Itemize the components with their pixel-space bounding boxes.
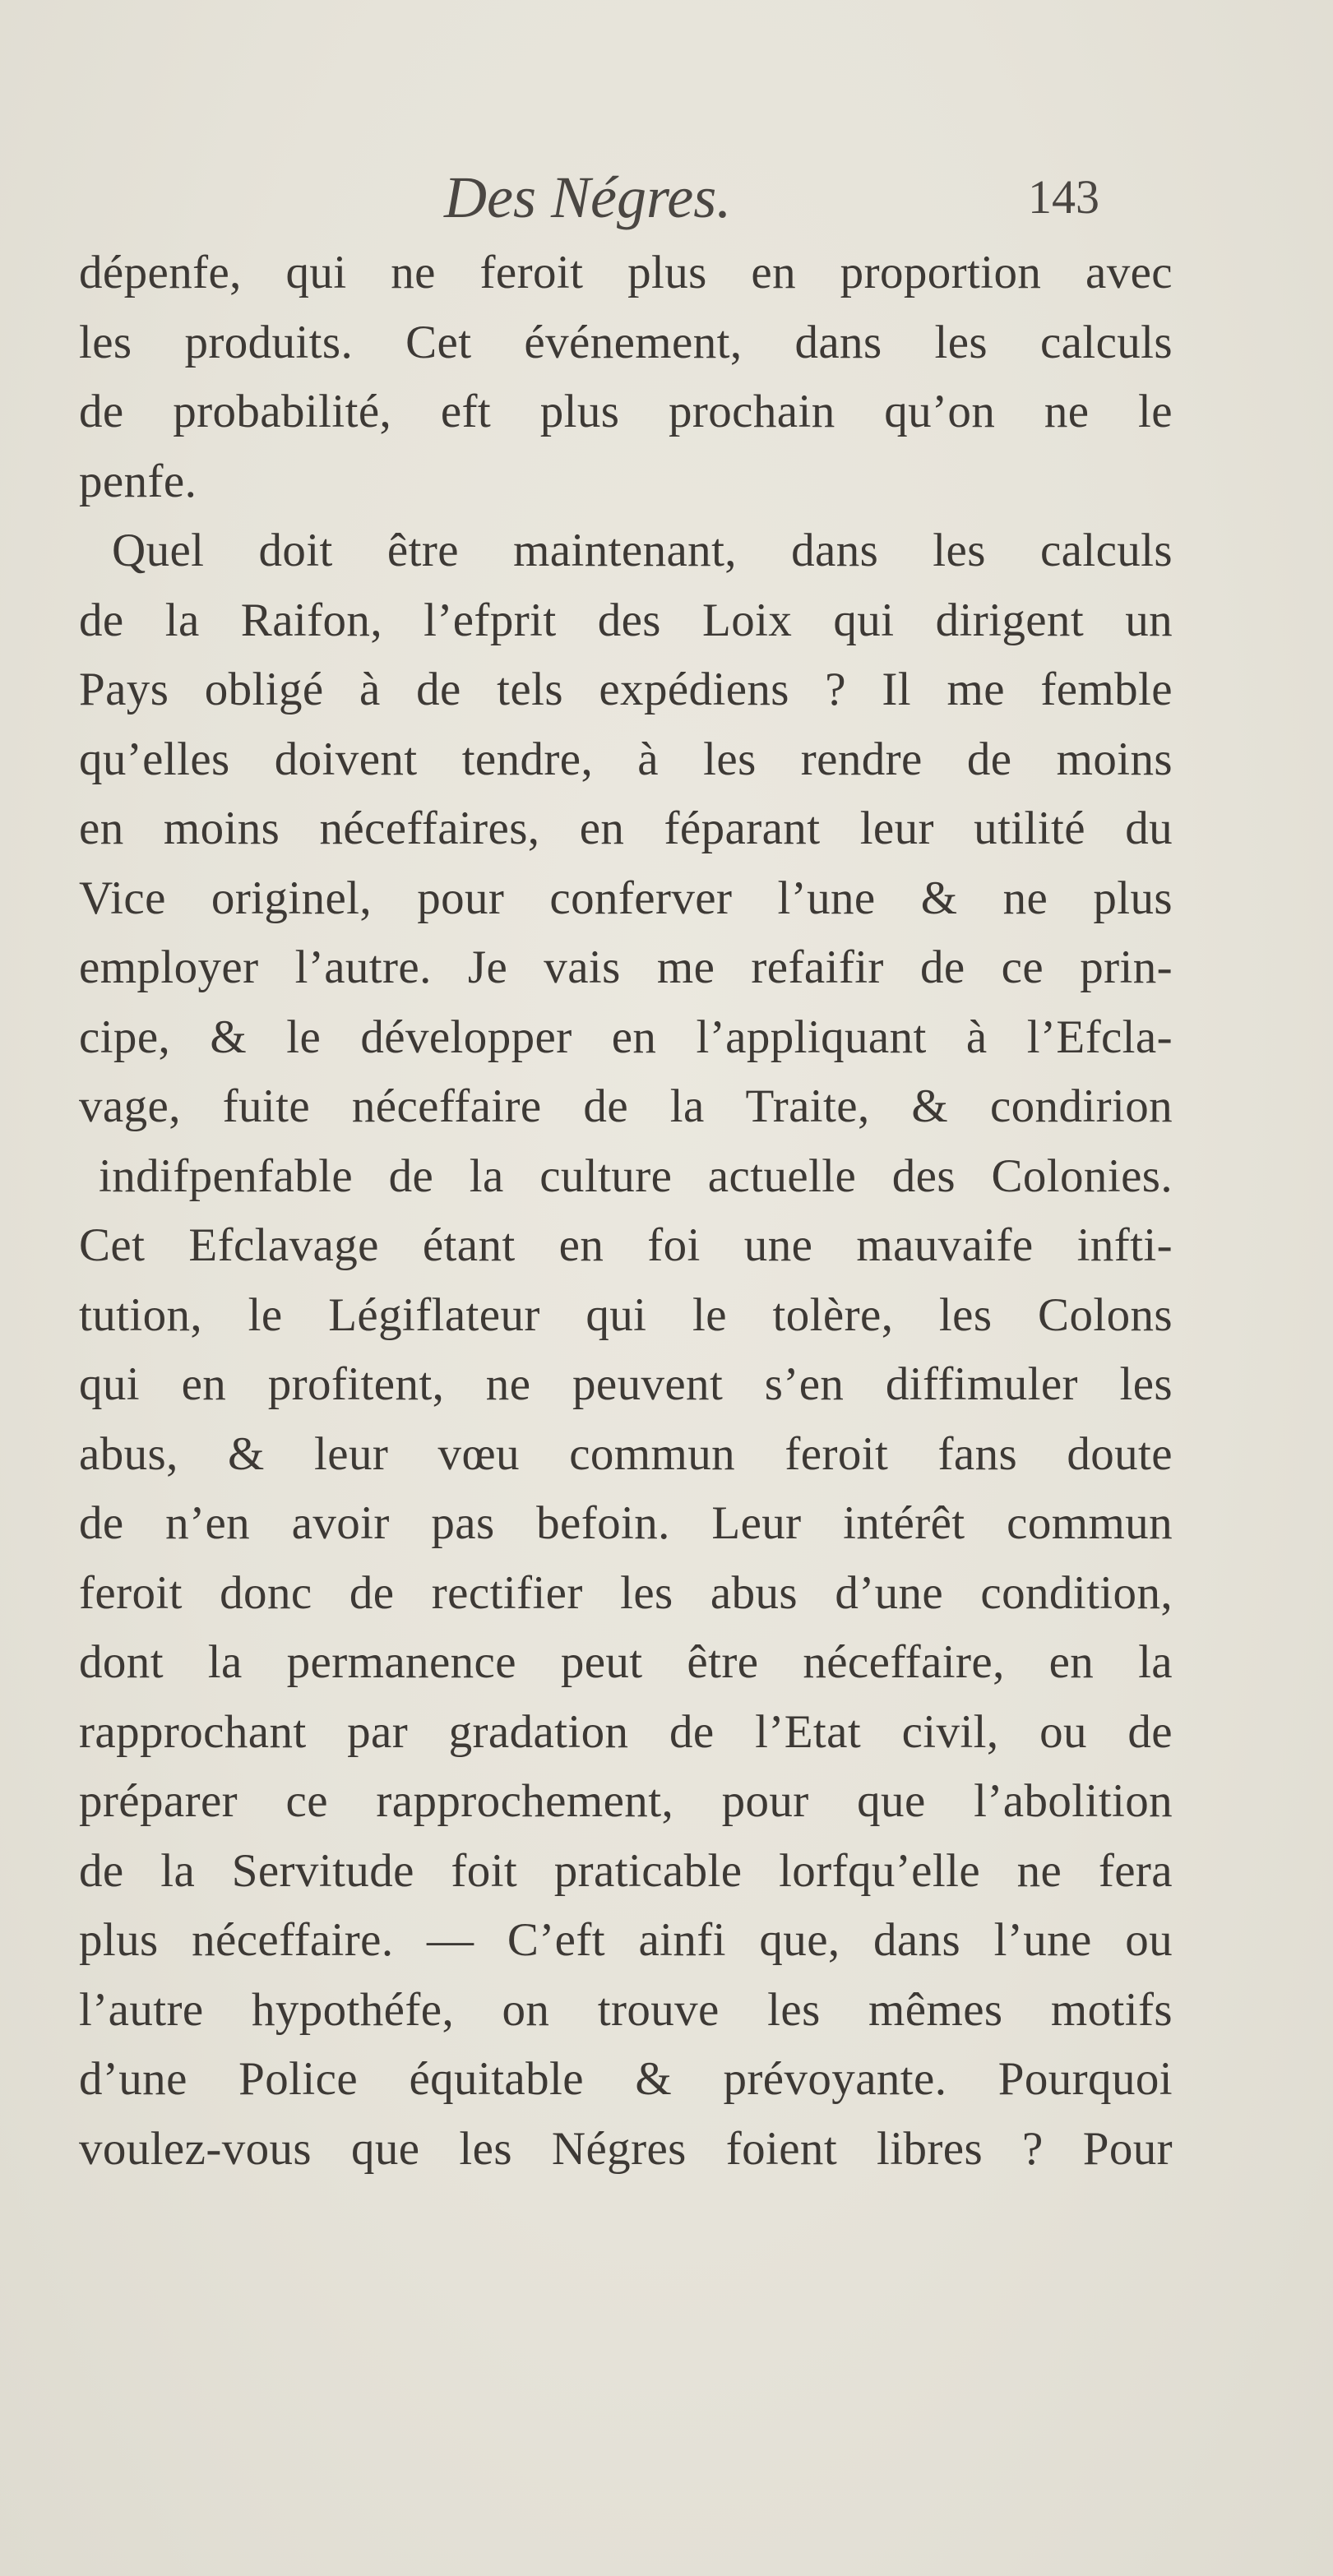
text-line: préparer ce rapprochement, pour que l’abolition [79, 1775, 1173, 1827]
text-line: plus néceffaire. — C’eft ainfi que, dans l’une ou [79, 1914, 1173, 1966]
text-line: employer l’autre. Je vais me refaifir de ce prin- [79, 941, 1173, 993]
text-line: Pays obligé à de tels expédiens ? Il me femble [79, 664, 1173, 715]
text-line: dont la permanence peut être néceffaire, en la [79, 1636, 1173, 1688]
text-line: d’une Police équitable & prévoyante. Pourquoi [79, 2053, 1173, 2105]
text-line: feroit donc de rectifier les abus d’une condition, [79, 1566, 1173, 1619]
text-line: de la Raifon, l’efprit des Loix qui dirigent un [79, 594, 1173, 646]
text-line: penfe. [79, 455, 197, 507]
text-line: rapprochant par gradation de l’Etat civil, ou de [79, 1705, 1173, 1758]
text-line: Quel doit être maintenant, dans les calculs [112, 525, 1173, 576]
text-line: cipe, & le développer en l’appliquant à l’Efcla- [79, 1011, 1173, 1063]
text-line: qu’elles doivent tendre, à les rendre de moins [79, 733, 1173, 785]
text-line: Cet Efclavage étant en foi une mauvaife infti- [79, 1219, 1173, 1271]
running-head [0, 160, 1333, 234]
text-line: de n’en avoir pas befoin. Leur intérêt commun [79, 1497, 1173, 1549]
text-line: voulez-vous que les Négres foient libres ? Pour [79, 2122, 1173, 2175]
text-line: indifpenfable de la culture actuelle des Colonies. [99, 1149, 1173, 1202]
text-line: dépenfe, qui ne feroit plus en proportion avec [79, 247, 1173, 298]
running-head-title: Des Négres. [444, 164, 732, 230]
text-line: qui en profitent, ne peuvent s’en diffimuler les [79, 1358, 1173, 1410]
text-line: en moins néceffaires, en féparant leur utilité du [79, 802, 1173, 854]
text-line: de la Servitude foit praticable lorfqu’elle ne fera [79, 1844, 1173, 1897]
text-line: les produits. Cet événement, dans les calculs [79, 316, 1173, 368]
body-text [79, 238, 1173, 2184]
text-line: Vice originel, pour conferver l’une & ne plus [79, 872, 1173, 924]
text-line: abus, & leur vœu commun feroit fans doute [79, 1427, 1173, 1480]
page-number: 143 [1028, 170, 1099, 224]
text-line: l’autre hypothéfe, on trouve les mêmes motifs [79, 1983, 1173, 2036]
text-line: de probabilité, eft plus prochain qu’on ne le [79, 386, 1173, 437]
text-line: tution, le Légiflateur qui le tolère, les Colons [79, 1288, 1173, 1341]
text-line: vage, fuite néceffaire de la Traite, & condirion [79, 1080, 1173, 1132]
